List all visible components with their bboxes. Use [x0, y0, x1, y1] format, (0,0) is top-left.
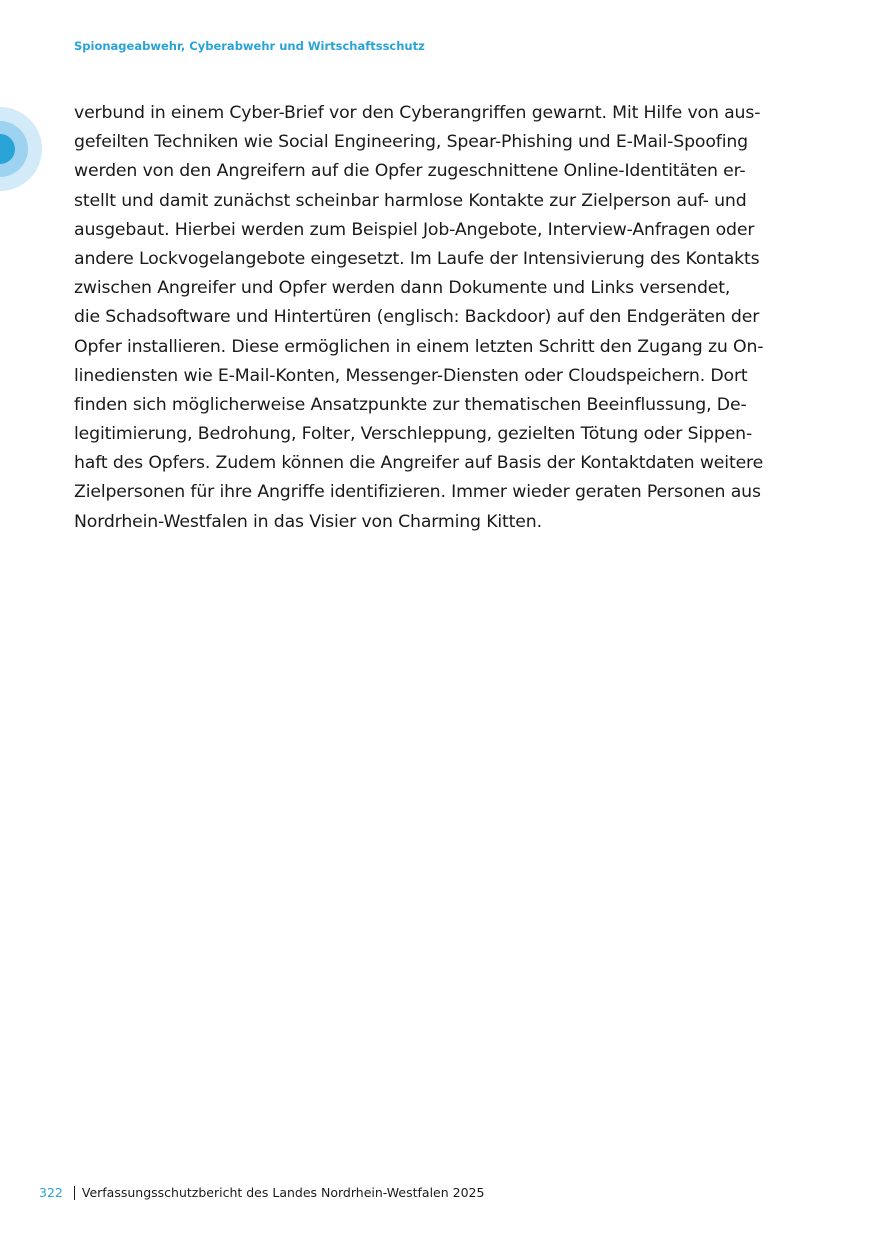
page-footer [39, 1185, 484, 1200]
footer-divider [74, 1186, 75, 1200]
text-line: andere Lockvogelangebote eingesetzt. Im Laufe der Intensivierung des Kontakts [74, 248, 760, 269]
text-line: haft des Opfers. Zudem können die Angreifer auf Basis der Kontaktdaten weitere [74, 453, 764, 474]
text-line: Opfer installieren. Diese ermöglichen in einem letzten Schritt den Zugang zu On- [74, 336, 764, 357]
text-line: die Schadsoftware und Hintertüren (englisch: Backdoor) auf den Endgeräten der [74, 307, 760, 328]
text-line: werden von den Angreifern auf die Opfer zugeschnittene Online-Identitäten er- [74, 161, 746, 182]
running-header-title: Spionageabwehr, Cyberabwehr und Wirtschaftsschutz [74, 39, 425, 53]
text-line: stellt und damit zunächst scheinbar harmlose Kontakte zur Zielperson auf- und [74, 190, 747, 211]
text-line: finden sich möglicherweise Ansatzpunkte zur thematischen Beeinflussung, De- [74, 394, 747, 415]
page-number: 322 [39, 1185, 63, 1200]
text-line: Nordrhein-Westfalen in das Visier von Charming Kitten. [74, 511, 542, 532]
publication-title: Verfassungsschutzbericht des Landes Nordrhein-Westfalen 2025 [81, 1185, 485, 1200]
text-line: linediensten wie E-Mail-Konten, Messenger-Diensten oder Cloudspeichern. Dort [74, 365, 748, 386]
text-line: verbund in einem Cyber-Brief vor den Cyberangriffen gewarnt. Mit Hilfe von aus- [74, 103, 761, 123]
body-paragraph [74, 99, 794, 537]
text-line: legitimierung, Bedrohung, Folter, Verschleppung, gezielten Tötung oder Sippen- [74, 424, 753, 445]
text-line: ausgebaut. Hierbei werden zum Beispiel Job-Angebote, Interview-Anfragen oder [74, 219, 755, 240]
section-emblem-icon [0, 107, 42, 191]
text-line: Zielpersonen für ihre Angriffe identifizieren. Immer wieder geraten Personen aus [74, 482, 761, 503]
text-line: gefeilten Techniken wie Social Engineering, Spear-Phishing und E-Mail-Spoofing [74, 132, 748, 153]
text-line: zwischen Angreifer und Opfer werden dann Dokumente und Links versendet, [74, 278, 731, 299]
